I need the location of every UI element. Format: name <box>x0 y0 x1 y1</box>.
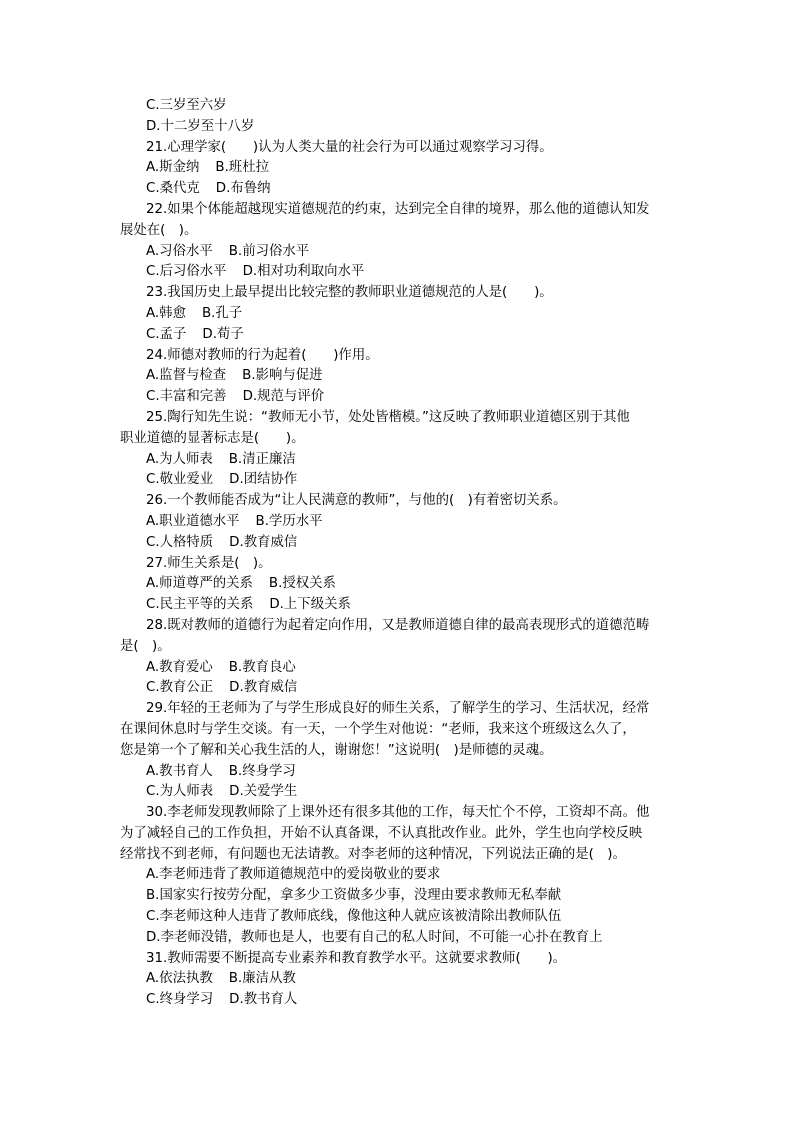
option-text: C.人格特质 <box>146 534 214 550</box>
option-row <box>120 762 694 783</box>
question-line: 27.师生关系是( )。 <box>146 555 272 571</box>
option-text: C.民主平等的关系 <box>146 597 254 613</box>
option-text: D.教育威信 <box>229 680 298 696</box>
option-text: A.为人师表 <box>146 451 213 467</box>
option-text: C.丰富和完善 <box>146 389 227 405</box>
option-text: A.职业道德水平 <box>146 513 240 529</box>
option-row <box>120 969 694 990</box>
option-text: A.教书育人 <box>146 763 213 779</box>
option-text: C.桑代克 <box>146 181 200 197</box>
question-line: 28.既对教师的道德行为起着定向作用，又是教师道德自律的最高表现形式的道德范畴 <box>146 617 650 633</box>
option-text: B.教育良心 <box>228 659 296 675</box>
option-text: A.师道尊严的关系 <box>146 576 253 592</box>
option-row <box>120 678 694 699</box>
option-row <box>120 782 694 803</box>
option-text: A.斯金纳 <box>146 160 200 176</box>
option-row <box>120 533 694 554</box>
option-row <box>120 450 694 471</box>
option-line: D.十二岁至十八岁 <box>146 118 255 134</box>
option-row <box>120 158 694 179</box>
option-text: D.上下级关系 <box>269 597 351 613</box>
option-row <box>120 325 694 346</box>
option-text: B.影响与促进 <box>242 368 323 384</box>
option-text: A.习俗水平 <box>146 243 213 259</box>
option-text: B.前习俗水平 <box>228 243 310 259</box>
option-text: C.教育公正 <box>146 680 214 696</box>
option-row <box>120 658 694 679</box>
question-line: 21.心理学家( )认为人类大量的社会行为可以通过观察学习习得。 <box>146 139 553 155</box>
question-continuation: 您是第一个了解和关心我生活的人，谢谢您！”这说明( )是师德的灵魂。 <box>120 742 553 758</box>
option-text: B.班杜拉 <box>215 160 269 176</box>
option-row <box>120 387 694 408</box>
option-text: B.孔子 <box>201 305 243 321</box>
option-text: D.关爱学生 <box>229 784 298 800</box>
option-text: D.布鲁纳 <box>215 181 271 197</box>
option-row <box>120 179 694 200</box>
question-continuation: 经常找不到老师，有问题也无法请教。对李老师的这种情况，下列说法正确的是( )。 <box>120 846 626 862</box>
option-text: A.教育爱心 <box>146 659 213 675</box>
option-row <box>120 262 694 283</box>
option-text: D.相对功利取向水平 <box>242 264 365 280</box>
option-text: D.团结协作 <box>229 472 298 488</box>
question-line: 29.年轻的王老师为了与学生形成良好的师生关系，了解学生的学习、生活状况，经常 <box>146 701 650 717</box>
option-text: A.依法执教 <box>146 971 213 987</box>
option-row <box>120 304 694 325</box>
question-line: 23.我国历史上最早提出比较完整的教师职业道德规范的人是( )。 <box>146 285 553 301</box>
question-continuation: 是( )。 <box>120 638 171 654</box>
question-continuation: 为了减轻自己的工作负担，开始不认真备课，不认真批改作业。此外，学生也向学校反映 <box>120 825 643 841</box>
option-text: B.终身学习 <box>228 763 296 779</box>
option-row <box>120 595 694 616</box>
option-row <box>120 512 694 533</box>
option-text: D.教书育人 <box>229 992 298 1008</box>
option-row <box>120 990 694 1011</box>
option-text: C.终身学习 <box>146 992 214 1008</box>
option-text: A.监督与检查 <box>146 368 227 384</box>
question-line: 25.陶行知先生说：“教师无小节，处处皆楷模。”这反映了教师职业道德区别于其他 <box>146 409 630 425</box>
question-continuation: 职业道德的显著标志是( )。 <box>120 430 305 446</box>
option-row <box>120 366 694 387</box>
option-text: B.廉洁从教 <box>228 971 296 987</box>
question-line: 26.一个教师能否成为“让人民满意的教师”，与他的( )有着密切关系。 <box>146 493 567 509</box>
option-text: D.荀子 <box>202 326 244 342</box>
option-line: C.三岁至六岁 <box>146 98 227 113</box>
option-text: C.敬业爱业 <box>146 472 214 488</box>
question-line: 24.师德对教师的行为起着( )作用。 <box>146 347 379 363</box>
option-text: D.教育威信 <box>229 534 298 550</box>
question-continuation: 展处在( )。 <box>120 222 198 238</box>
option-text: B.学历水平 <box>255 513 323 529</box>
option-text: C.孟子 <box>146 326 187 342</box>
option-row <box>120 470 694 491</box>
question-line: 22.如果个体能超越现实道德规范的约束，达到完全自律的境界，那么他的道德认知发 <box>146 201 650 217</box>
question-line: 30.李老师发现教师除了上课外还有很多其他的工作，每天忙个不停，工资却不高。他 <box>146 805 650 821</box>
option-text: D.规范与评价 <box>242 389 325 405</box>
question-continuation: 在课间休息时与学生交谈。有一天，一个学生对他说：“老师，我来这个班级这么久了， <box>120 721 636 737</box>
option-row <box>120 242 694 263</box>
option-row <box>120 574 694 595</box>
option-text: C.后习俗水平 <box>146 264 227 280</box>
option-text: A.韩愈 <box>146 305 186 321</box>
option-line: D.李老师没错，教师也是人，也要有自己的私人时间，不可能一心扑在教育上 <box>146 929 603 945</box>
question-line: 31.教师需要不断提高专业素养和教育教学水平。这就要求教师( )。 <box>146 950 567 966</box>
option-text: B.授权关系 <box>268 576 336 592</box>
option-line: B.国家实行按劳分配，拿多少工资做多少事，没理由要求教师无私奉献 <box>146 888 562 904</box>
option-text: B.清正廉洁 <box>228 451 296 467</box>
option-line: C.李老师这种人违背了教师底线，像他这种人就应该被清除出教师队伍 <box>146 909 562 925</box>
option-text: C.为人师表 <box>146 784 214 800</box>
option-line: A.李老师违背了教师道德规范中的爱岗敬业的要求 <box>146 867 441 883</box>
